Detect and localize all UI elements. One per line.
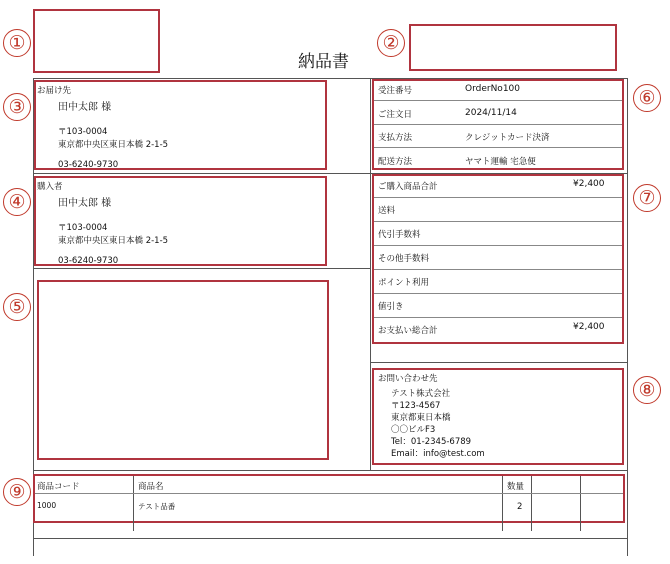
item-qty: 2: [517, 502, 523, 512]
marker-6: ⑥: [633, 84, 661, 112]
contact-line-0: テスト株式会社: [391, 389, 451, 399]
purchaser-label: 購入者: [37, 182, 63, 192]
order-label-1: ご注文日: [378, 110, 413, 120]
order-label-3: 配送方法: [378, 157, 413, 167]
purchaser-name: 田中太郎 様: [58, 198, 112, 209]
marker-5: ⑤: [3, 293, 31, 321]
items-col-line: [580, 476, 581, 531]
order-value-0: OrderNo100: [465, 84, 520, 94]
order-row-line: [374, 100, 622, 101]
item-code: 1000: [37, 501, 57, 510]
order-value-1: 2024/11/14: [465, 108, 517, 118]
shop-info-placeholder-box: [409, 24, 617, 71]
divider-items: [33, 470, 627, 471]
items-col-line: [502, 476, 503, 531]
order-row-line: [374, 147, 622, 148]
purchaser-postal: 〒103-0004: [58, 223, 108, 233]
total-label-0: ご購入商品合計: [378, 182, 438, 192]
document-title: 納品書: [298, 52, 349, 72]
divider-purchaser: [33, 268, 370, 269]
marker-2: ②: [377, 29, 405, 57]
total-label-3: その他手数料: [378, 254, 430, 264]
order-row-line: [374, 124, 622, 125]
frame-middle-line: [370, 78, 371, 470]
marker-8: ⑧: [633, 376, 661, 404]
marker-9: ⑨: [3, 478, 31, 506]
total-label-4: ポイント利用: [378, 278, 430, 288]
divider-delivery: [33, 173, 370, 174]
contact-line-3: 〇〇ビルF3: [391, 425, 436, 435]
total-label-2: 代引手数料: [378, 230, 421, 240]
logo-placeholder-box: [33, 9, 160, 73]
message-placeholder-box: [37, 280, 329, 460]
total-row-line: [374, 269, 622, 270]
marker-3: ③: [3, 93, 31, 121]
total-value-0: ¥2,400: [573, 179, 605, 189]
total-row-line: [374, 197, 622, 198]
frame-bottom-line: [33, 538, 627, 539]
total-label-6: お支払い総合計: [378, 326, 438, 336]
items-header-code: 商品コード: [37, 482, 80, 492]
items-col-line: [531, 476, 532, 531]
marker-4: ④: [3, 188, 31, 216]
total-label-1: 送料: [378, 206, 396, 216]
total-row-line: [374, 293, 622, 294]
purchaser-phone: 03-6240-9730: [58, 256, 119, 265]
frame-right-line: [627, 78, 628, 556]
purchaser-address: 東京都中央区東日本橋 2-1-5: [58, 236, 169, 246]
order-value-2: クレジットカード決済: [465, 133, 550, 143]
items-table-box: [33, 474, 625, 523]
contact-line-5: Email：info@test.com: [391, 449, 485, 459]
items-header-name: 商品名: [138, 482, 164, 492]
marker-7: ⑦: [633, 184, 661, 212]
delivery-phone: 03-6240-9730: [58, 160, 119, 169]
total-row-line: [374, 317, 622, 318]
item-name: テスト品番: [138, 502, 176, 511]
items-header-line: [35, 493, 623, 494]
items-col-line: [133, 476, 134, 531]
delivery-name: 田中太郎 様: [58, 102, 112, 113]
contact-line-4: Tel：01-2345-6789: [391, 437, 472, 447]
order-label-2: 支払方法: [378, 133, 413, 143]
delivery-postal: 〒103-0004: [58, 127, 108, 137]
total-row-line: [374, 245, 622, 246]
delivery-address: 東京都中央区東日本橋 2-1-5: [58, 140, 169, 150]
contact-label: お問い合わせ先: [378, 374, 438, 384]
items-header-qty: 数量: [507, 482, 525, 492]
marker-1: ①: [3, 29, 31, 57]
total-label-5: 値引き: [378, 302, 404, 312]
divider-totals: [370, 362, 627, 363]
contact-line-1: 〒123-4567: [391, 401, 441, 411]
order-label-0: 受注番号: [378, 86, 413, 96]
order-value-3: ヤマト運輸 宅急便: [465, 157, 536, 167]
total-row-line: [374, 221, 622, 222]
contact-line-2: 東京都東日本橋: [391, 413, 451, 423]
delivery-label: お届け先: [37, 86, 72, 96]
total-value-6: ¥2,400: [573, 322, 605, 332]
